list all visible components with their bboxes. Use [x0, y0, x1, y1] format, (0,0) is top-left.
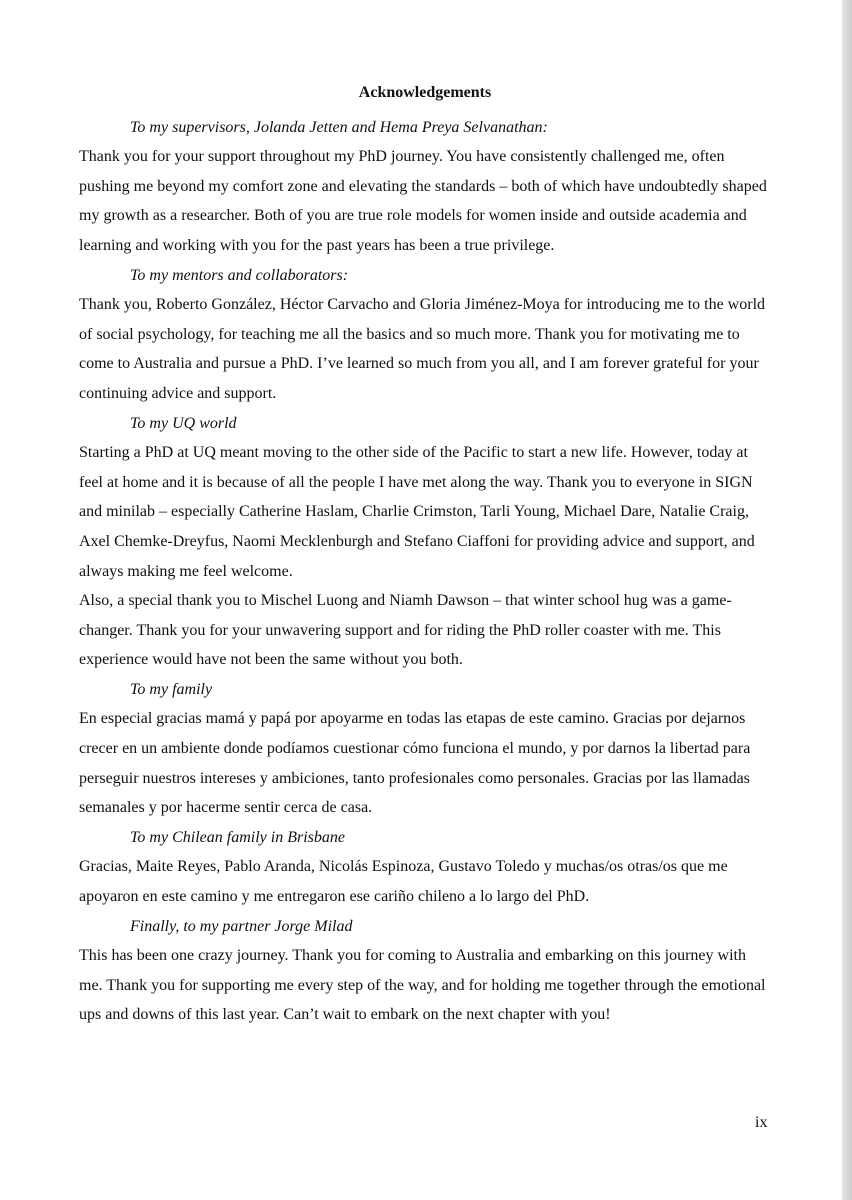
page-number: ix — [755, 1114, 768, 1131]
paragraph-chilean-family: Gracias, Maite Reyes, Pablo Aranda, Nicolás Espinoza, Gustavo Toledo y muchas/os otras/os que me apoyaron en este camino y me entregaron ese cariño chileno a lo largo del PhD. — [79, 858, 728, 906]
page-content — [79, 78, 771, 1030]
section-heading-mentors: To my mentors and collaborators: — [130, 266, 349, 284]
paragraph-uq-world: Starting a PhD at UQ meant moving to the other side of the Pacific to start a new life. However, today at feel at home and it is because of all the people I have met along the way. Thank you to everyone in SIGN and minilab – especially Catherine Haslam, Charlie Crimston, Tarli Young, Michael Dare, Natalie Craig, Axel Chemke-Dreyfus, Naomi Mecklenburgh and Stefano Ciaffoni for providing advice and support, and always making me feel welcome. — [79, 444, 755, 580]
paragraph-uq-world-friends: Also, a special thank you to Mischel Luong and Niamh Dawson – that winter school hug was a game-changer. Thank you for your unwavering support and for riding the PhD roller coaster with me. This experience would have not been the same without you both. — [79, 592, 732, 669]
paragraph-family: En especial gracias mamá y papá por apoyarme en todas las etapas de este camino. Gracias por dejarnos crecer en un ambiente donde podíamos cuestionar cómo funciona el mundo, y por darnos la libertad para perseguir nuestros intereses y ambiciones, tanto profesionales como personales. Gracias por las llamadas semanales y por hacerme sentir cerca de casa. — [79, 710, 751, 817]
paragraph-partner: This has been one crazy journey. Thank you for coming to Australia and embarking on this journey with me. Thank you for supporting me every step of the way, and for holding me together through the emotional ups and downs of this last year. Can’t wait to embark on the next chapter with you! — [79, 947, 766, 1024]
page-title: Acknowledgements — [358, 84, 492, 101]
section-heading-supervisors: To my supervisors, Jolanda Jetten and Hema Preya Selvanathan: — [130, 118, 548, 136]
page-edge-shadow — [842, 0, 852, 1200]
section-heading-partner: Finally, to my partner Jorge Milad — [130, 917, 353, 935]
section-heading-chilean-family: To my Chilean family in Brisbane — [130, 828, 345, 846]
section-heading-uq-world: To my UQ world — [130, 414, 237, 432]
paragraph-mentors: Thank you, Roberto González, Héctor Carvacho and Gloria Jiménez-Moya for introducing me to the world of social psychology, for teaching me all the basics and so much more. Thank you for motivating me to come to Australia and pursue a PhD. I’ve learned so much from you all, and I am forever grateful for your continuing advice and support. — [79, 296, 766, 402]
section-heading-family: To my family — [130, 680, 213, 698]
paragraph-supervisors: Thank you for your support throughout my PhD journey. You have consistently challenged me, often pushing me beyond my comfort zone and elevating the standards – both of which have undoubtedly shaped my growth as a researcher. Both of you are true role models for women inside and outside academia and learning and working with you for the past years has been a true privilege. — [79, 148, 767, 254]
